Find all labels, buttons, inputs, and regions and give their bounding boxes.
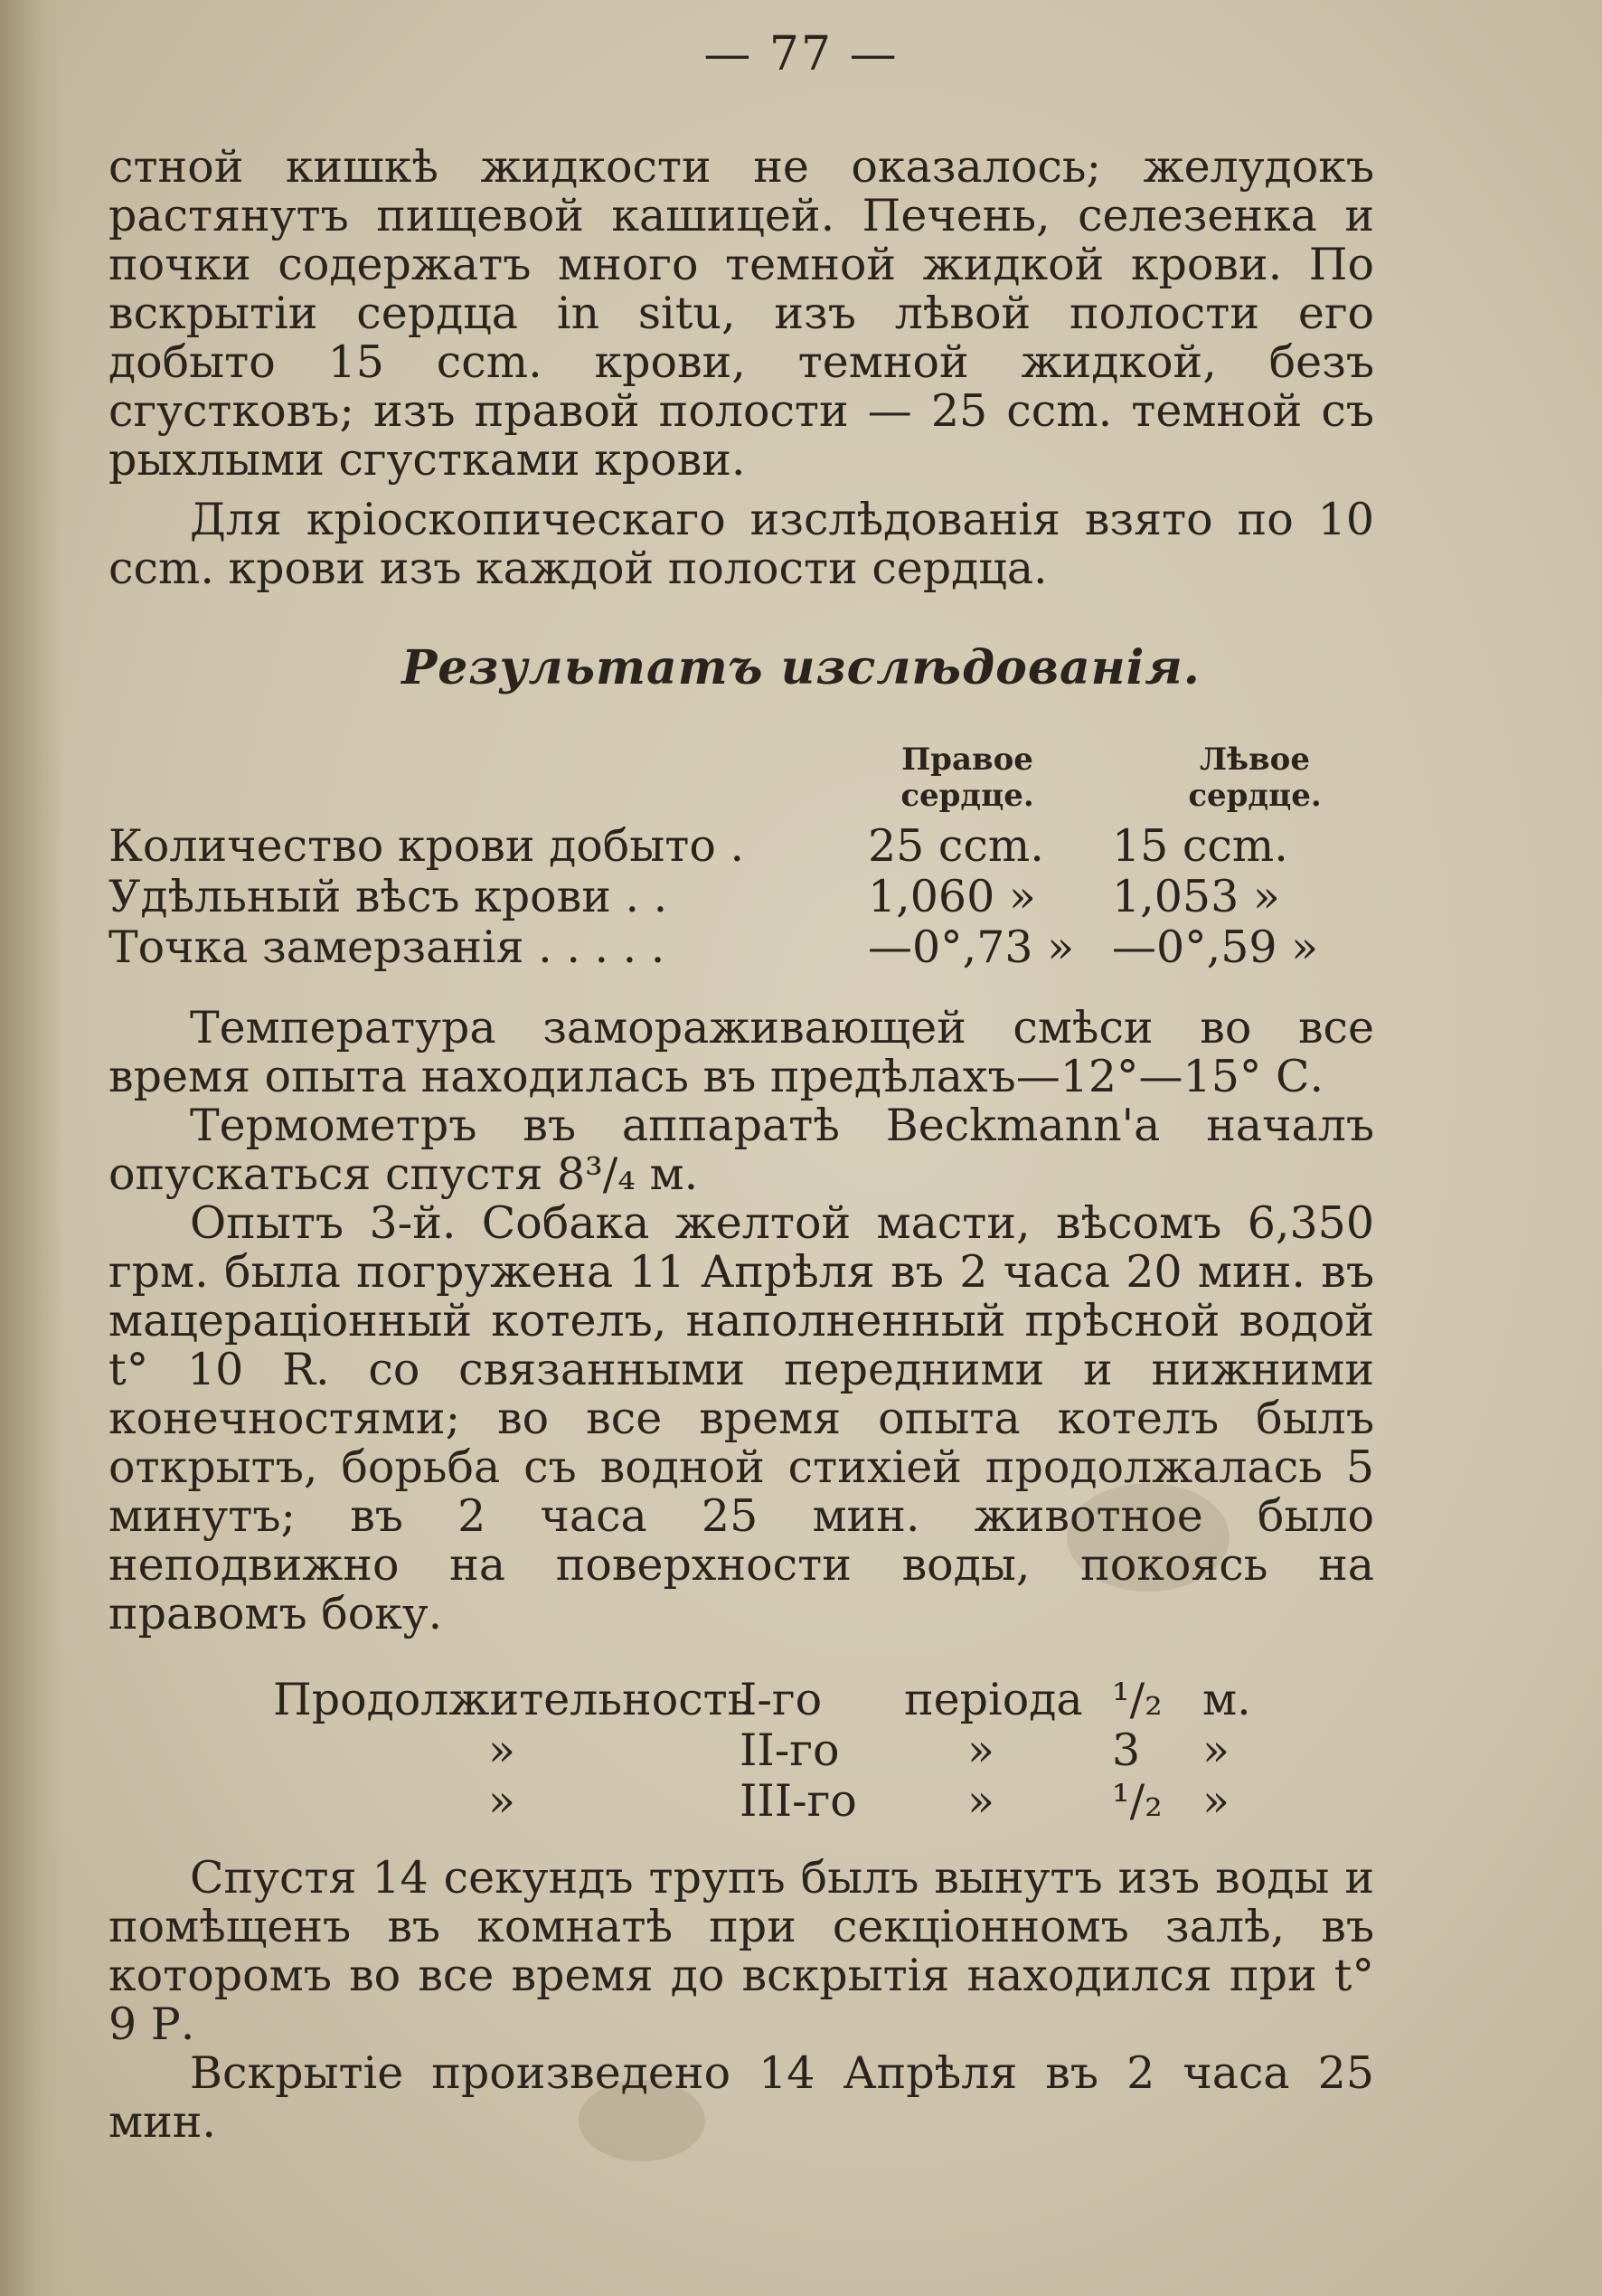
column-header-line: сердце. — [1188, 778, 1322, 814]
table-row — [108, 821, 1383, 872]
paragraph: Температура замораживающей смѣси во все время опыта находилась въ предѣлахъ—12°—15° С. — [108, 1002, 1374, 1102]
cell-left-heart: 15 ccm. — [1112, 820, 1288, 872]
row-label: Удѣльный вѣсъ крови . . — [108, 871, 668, 922]
column-header-right-heart — [868, 742, 1067, 814]
duration-value: ¹/₂ — [1112, 1775, 1163, 1827]
duration-unit: » — [1202, 1775, 1230, 1827]
paragraph-group-middle — [108, 1004, 1374, 1639]
duration-label: » — [488, 1775, 515, 1827]
duration-word: » — [967, 1724, 994, 1776]
duration-row — [0, 1776, 1602, 1827]
page-edge-shadow — [0, 0, 63, 2296]
duration-unit: м. — [1202, 1674, 1251, 1725]
cell-left-heart: 1,053 » — [1112, 871, 1280, 922]
row-label: Точка замерзанія . . . . . — [108, 921, 665, 973]
duration-period: II-го — [740, 1724, 840, 1776]
cell-right-heart: 1,060 » — [868, 871, 1036, 922]
paragraph: стной кишкѣ жидкости не оказалось; желудокъ растянутъ пищевой кашицей. Печень, селезенка и почки содержатъ много темной жидкой крови. По вскрытіи сердца in situ, изъ лѣвой полости его добыто 15 ccm. крови, темной жидкой, безъ сгустковъ; изъ правой полости — 25 ccm. темной съ рыхлыми сгустками крови. — [108, 141, 1374, 486]
column-header-line: Лѣвое — [1200, 742, 1310, 778]
duration-label: Продолжительность — [273, 1674, 752, 1725]
duration-word: періода — [904, 1674, 1083, 1725]
row-label: Количество крови добыто . — [108, 820, 745, 872]
paragraph: Опытъ 3-й. Собака желтой масти, вѣсомъ 6,350 грм. была погружена 11 Апрѣля въ 2 часа 20 мин. въ мацераціонный котелъ, наполненный прѣсной водой t° 10 R. со связанными передними и нижними конечностями; во все время опыта котелъ былъ открытъ, борьба съ водной стихіей продолжалась 5 минутъ; въ 2 часа 25 мин. животное было неподвижно на поверхности воды, покоясь на правомъ боку. — [108, 1197, 1374, 1639]
section-heading: Результатъ изслѣдованія. — [401, 640, 1201, 695]
duration-row — [0, 1725, 1602, 1776]
duration-label: » — [488, 1724, 515, 1776]
cell-right-heart: 25 ccm. — [868, 820, 1044, 872]
cell-right-heart: —0°,73 » — [868, 921, 1075, 973]
duration-value: 3 — [1112, 1724, 1141, 1776]
paragraph: Для кріоскопическаго изслѣдованія взято по 10 ccm. крови изъ каждой полости сердца. — [108, 494, 1374, 594]
column-header-line: сердце. — [900, 778, 1034, 814]
page-number: — 77 — — [703, 27, 899, 81]
paragraph-group-top — [108, 143, 1374, 485]
paragraph-group-bottom — [108, 1854, 1374, 2147]
duration-period: III-го — [740, 1775, 857, 1827]
table-row — [108, 872, 1383, 922]
column-header-left-heart — [1155, 742, 1354, 814]
paragraph: Термометръ въ аппаратѣ Beckmann'а началъ опускаться спустя 8³/₄ м. — [108, 1100, 1374, 1200]
duration-unit: » — [1202, 1724, 1230, 1776]
table-row — [108, 922, 1383, 973]
paragraph: Вскрытіе произведено 14 Апрѣля въ 2 часа 25 мин. — [108, 2047, 1374, 2148]
duration-period: I-го — [740, 1674, 823, 1725]
duration-word: » — [967, 1775, 994, 1827]
paragraph: Спустя 14 секундъ трупъ былъ вынутъ изъ воды и помѣщенъ въ комнатѣ при секціонномъ залѣ, въ которомъ во все время до вскрытія находился при t° 9 Р. — [108, 1852, 1374, 2050]
duration-value: ¹/₂ — [1112, 1674, 1163, 1725]
paragraph-group-top-2 — [108, 496, 1374, 593]
cell-left-heart: —0°,59 » — [1112, 921, 1319, 973]
duration-row — [0, 1675, 1602, 1725]
column-header-line: Правое — [901, 742, 1033, 778]
